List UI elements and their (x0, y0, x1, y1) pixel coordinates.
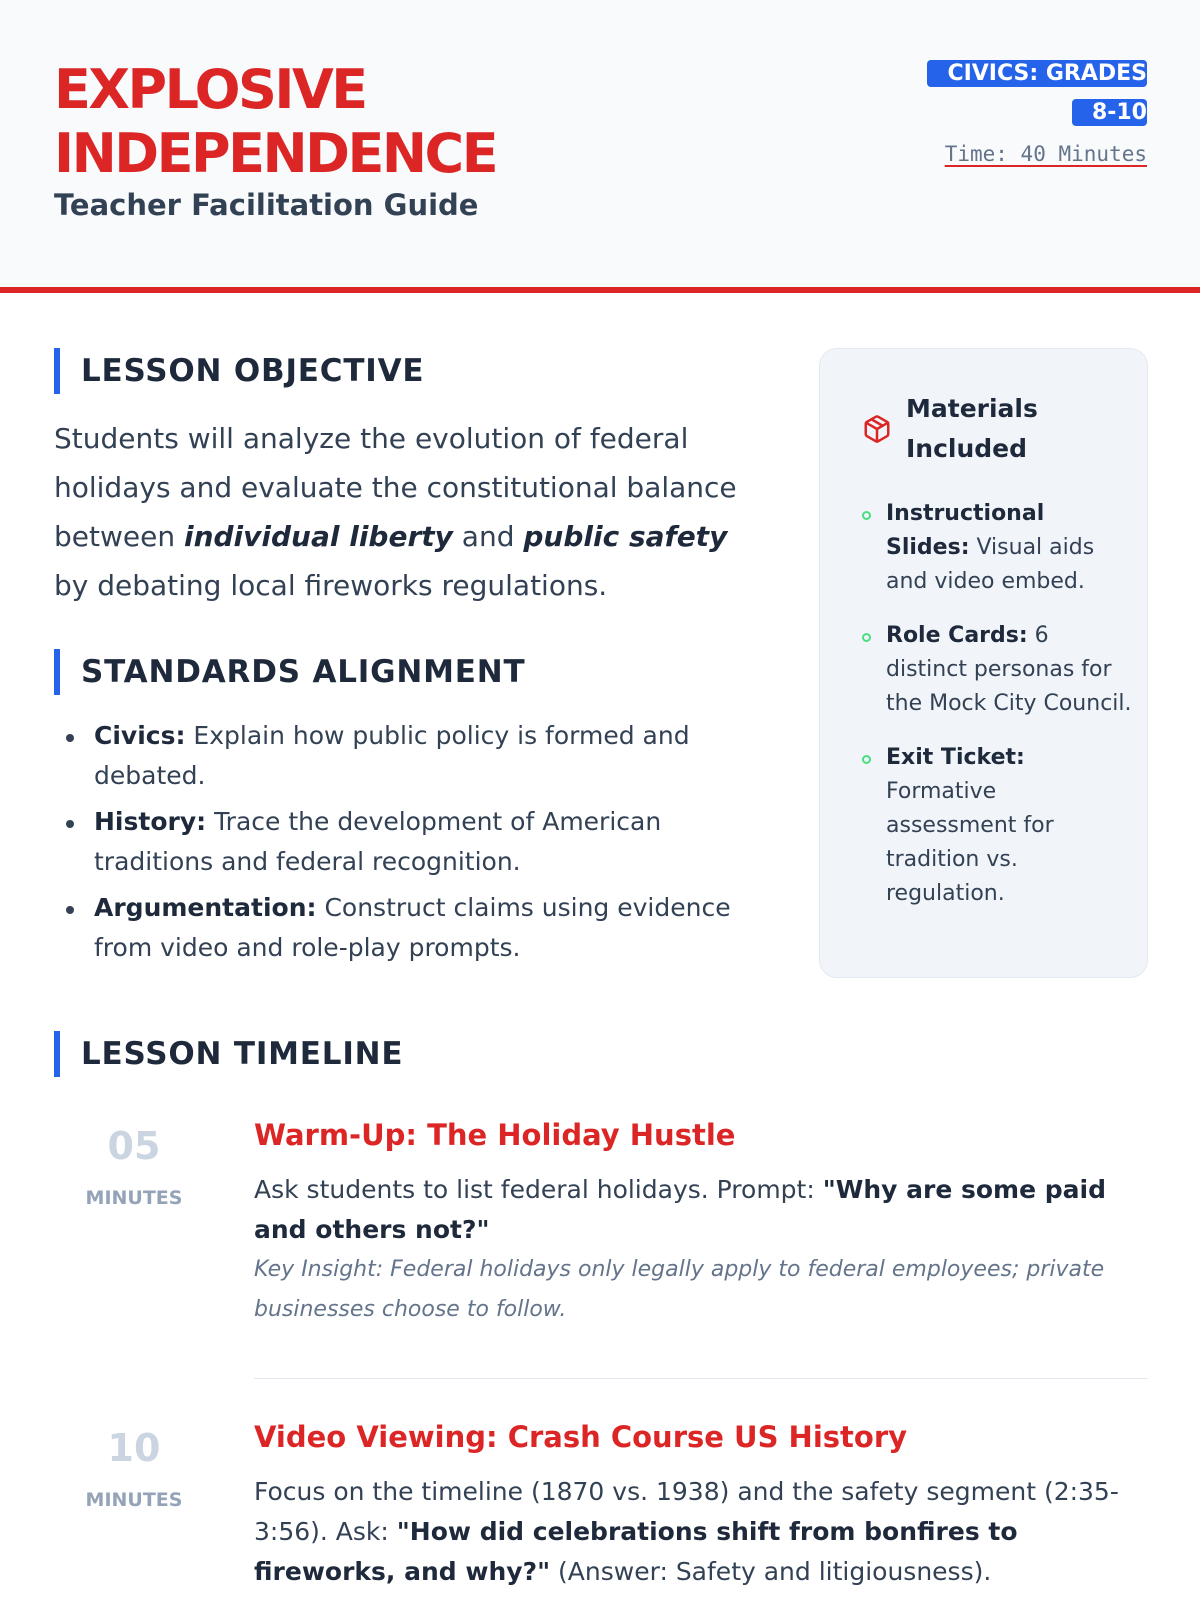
list-item: Exit Ticket: Formative assessment for tradition vs. regulation. (862, 741, 1132, 911)
objective-heading: LESSON OBJECTIVE (54, 348, 424, 394)
objective-emphasis-safety: public safety (523, 520, 728, 553)
grade-badge (905, 54, 1147, 132)
title-line-2: INDEPENDENCE (54, 122, 497, 185)
timeline-note: Key Insight: Federal holidays only legally apply to federal employees; private businesses choose to follow. (254, 1257, 1105, 1322)
title-line-1: EXPLOSIVE (54, 58, 366, 121)
page-subtitle: Teacher Facilitation Guide (54, 188, 479, 222)
timeline-minutes: 10 (107, 1426, 161, 1470)
list-item: History: Trace the development of American traditions and federal recognition. (54, 802, 734, 882)
bullet-circle-icon (862, 755, 871, 764)
timeline-title: Video Viewing: Crash Course US History (254, 1420, 908, 1454)
bullet-circle-icon (862, 511, 871, 520)
materials-card (819, 348, 1148, 978)
page-title (54, 58, 614, 186)
materials-title: Materials Included (906, 394, 1038, 463)
page-header (0, 0, 1200, 293)
timeline-minutes: 05 (107, 1124, 161, 1168)
timeline-unit: MINUTES (85, 1489, 183, 1511)
list-item: Instructional Slides: Visual aids and video embed. (862, 497, 1132, 599)
list-item: Civics: Explain how public policy is formed and debated. (54, 716, 734, 796)
standards-heading: STANDARDS ALIGNMENT (54, 649, 525, 695)
materials-header (862, 389, 1056, 469)
objective-text: Students will analyze the evolution of federal holidays and evaluate the constitutional balance between individual liberty and public safety by debating local fireworks regulations. (54, 422, 737, 602)
time-duration: Time: 40 Minutes (944, 142, 1147, 166)
timeline-body: Focus on the timeline (1870 vs. 1938) and the safety segment (2:35-3:56). Ask: "How did celebrations shift from bonfires to fireworks, and why?" (Answer: Safety and litigiousness). (254, 1477, 1119, 1586)
list-item: Role Cards: 6 distinct personas for the Mock City Council. (862, 619, 1132, 721)
timeline-unit: MINUTES (85, 1187, 183, 1209)
timeline-body: Ask students to list federal holidays. Prompt: "Why are some paid and others not?" (254, 1175, 1106, 1244)
timeline-divider (254, 1378, 1148, 1379)
objective-emphasis-liberty: individual liberty (183, 520, 453, 553)
bullet-circle-icon (862, 633, 871, 642)
timeline-heading: LESSON TIMELINE (54, 1031, 403, 1077)
list-item: Argumentation: Construct claims using evidence from video and role-play prompts. (54, 888, 734, 968)
materials-list (862, 497, 1132, 931)
box-icon (862, 414, 892, 444)
timeline-title: Warm-Up: The Holiday Hustle (254, 1118, 736, 1152)
grade-badge-label: CIVICS: GRADES 8-10 (927, 60, 1147, 126)
standards-list (54, 716, 734, 974)
